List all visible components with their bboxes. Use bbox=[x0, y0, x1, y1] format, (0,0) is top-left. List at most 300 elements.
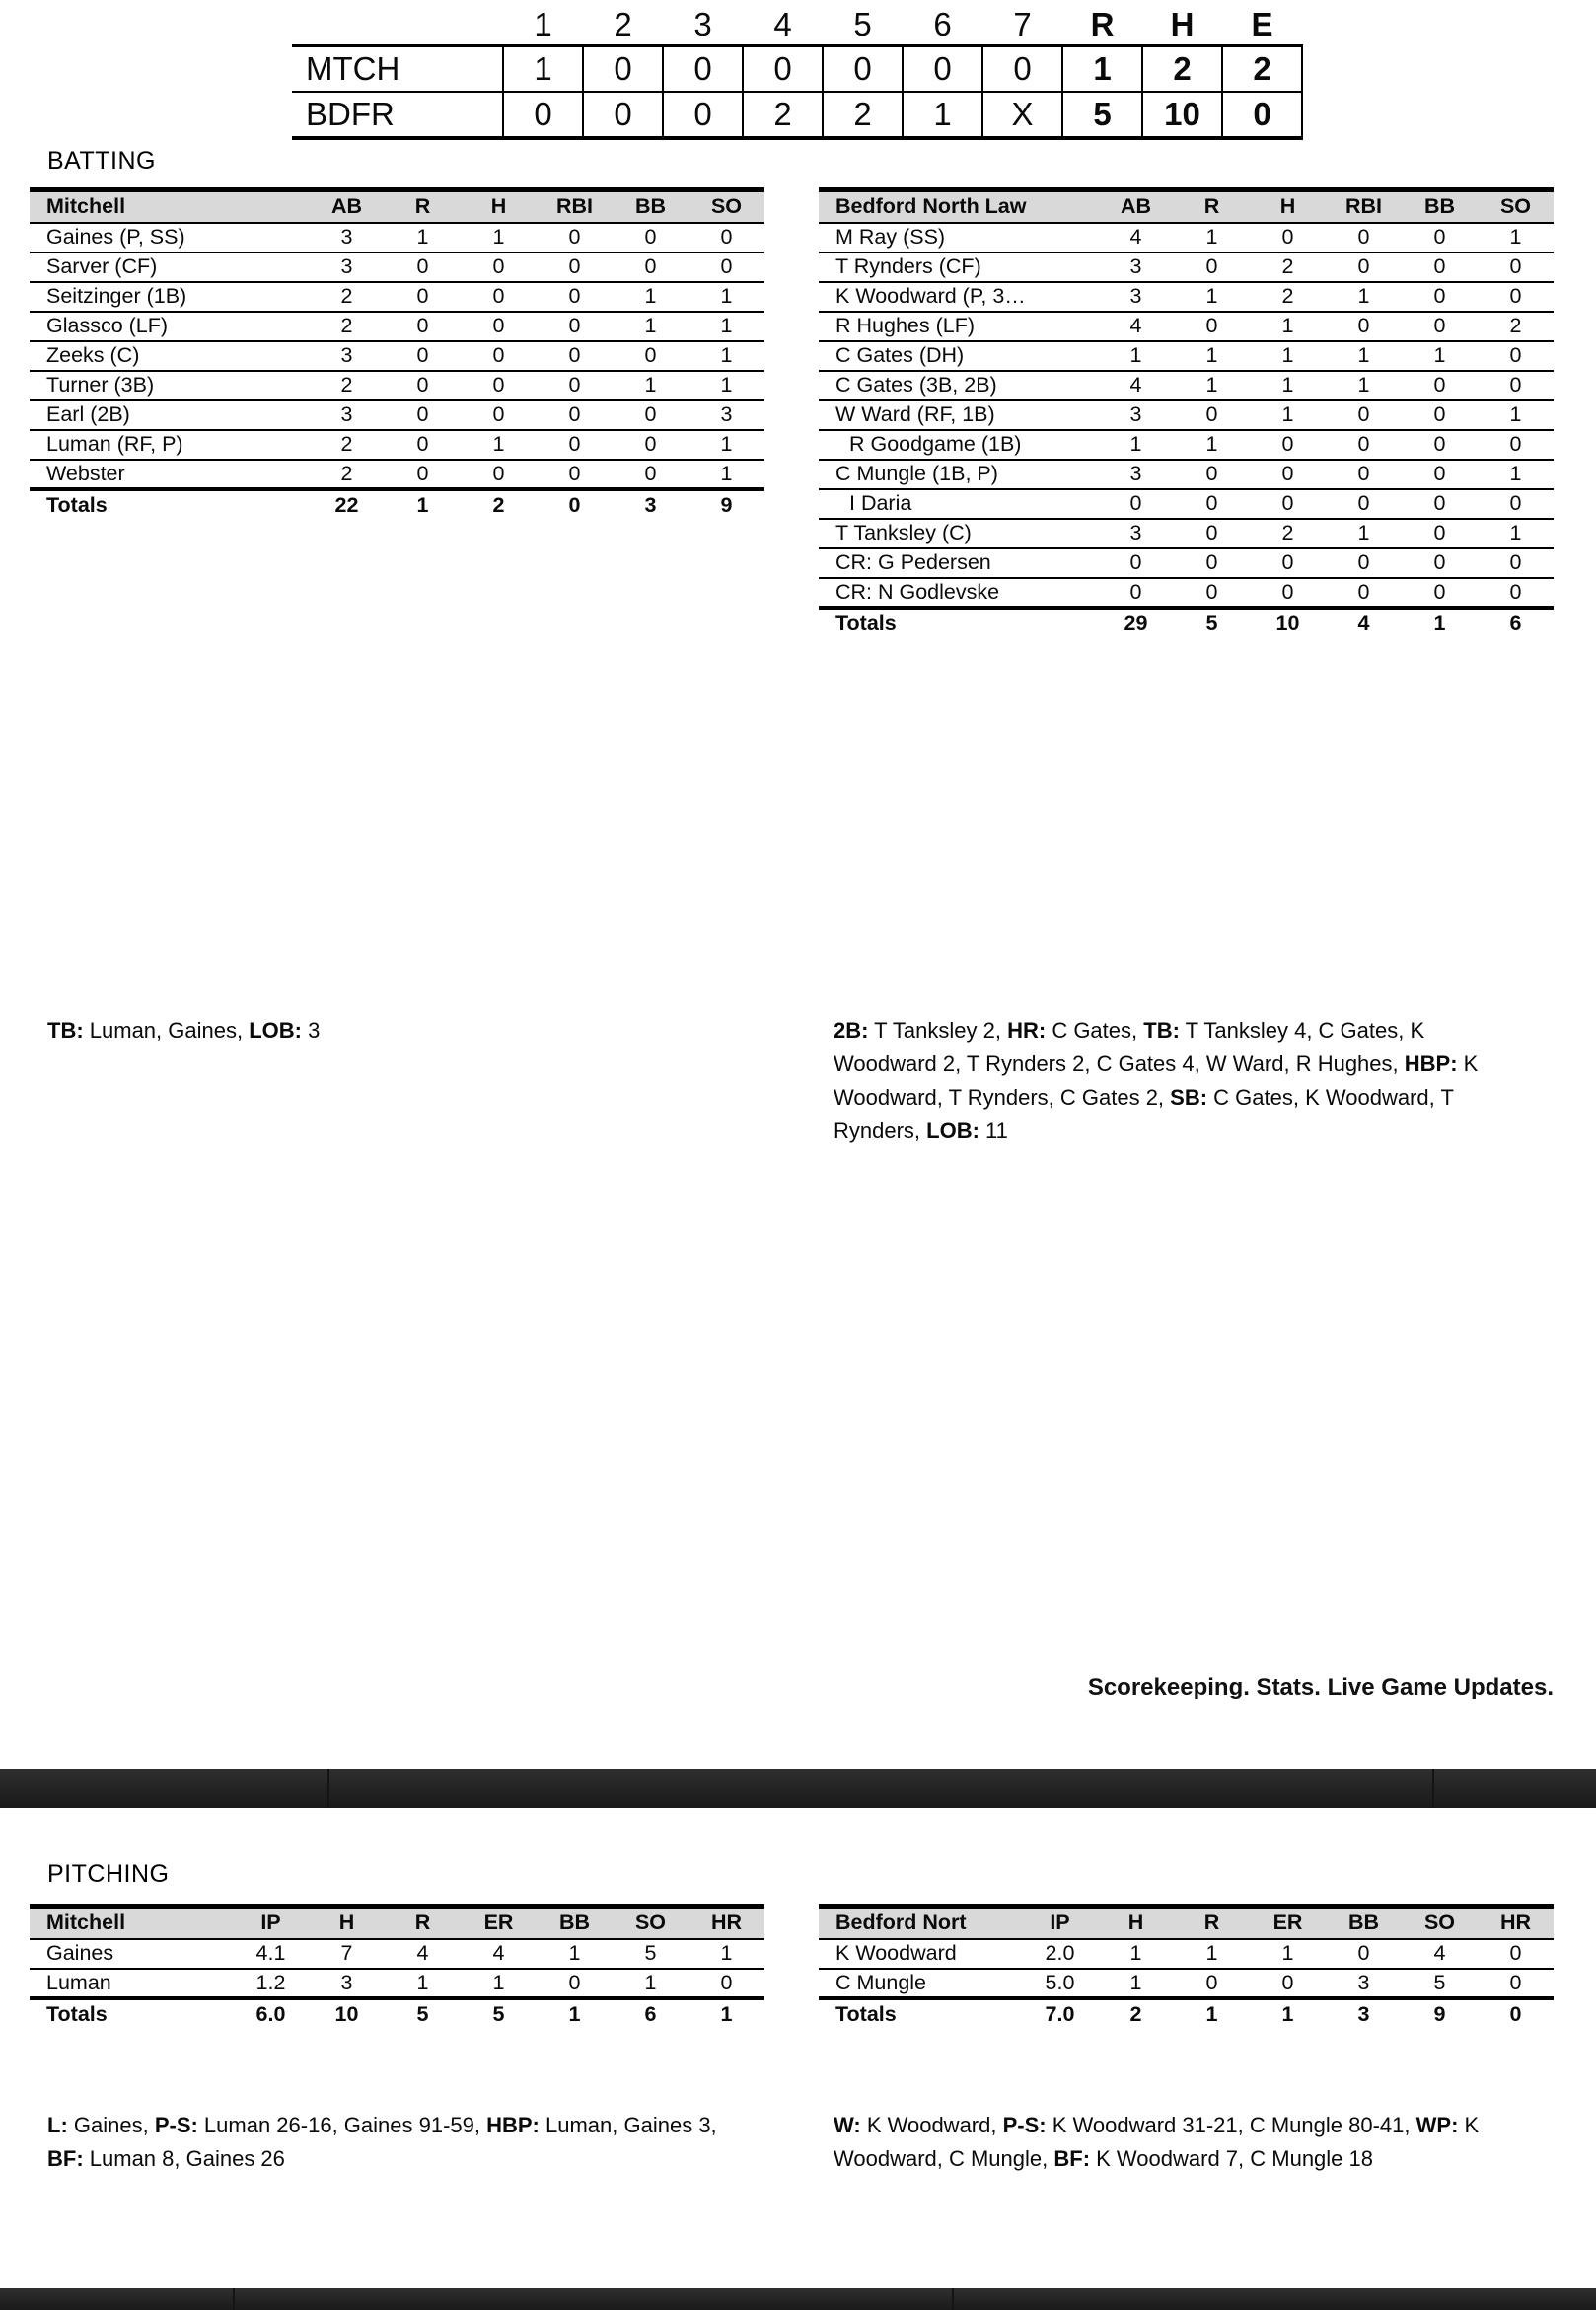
stat-value: 1 bbox=[1129, 343, 1142, 367]
totals-value: 1 bbox=[1433, 612, 1446, 635]
summary-stat-text: K Woodward, T Rynders, C Gates 2, bbox=[834, 1051, 1479, 1110]
stat-column-header: HR bbox=[1499, 1911, 1532, 1935]
summary-stat-label: HBP: bbox=[486, 2113, 540, 2137]
linescore-header-blank bbox=[292, 6, 503, 45]
stat-column-header: BB bbox=[1423, 194, 1456, 219]
totals-value: 2 bbox=[492, 493, 505, 517]
player-name: W Ward (RF, 1B) bbox=[835, 402, 995, 426]
stat-value: 0 bbox=[1509, 343, 1522, 367]
stat-value: 0 bbox=[1433, 254, 1446, 278]
stat-value: 0 bbox=[1357, 314, 1370, 337]
stat-value: 3 bbox=[1129, 284, 1142, 308]
stat-value: 0 bbox=[720, 254, 733, 278]
stat-column-header: BB bbox=[558, 1911, 591, 1935]
stat-column-header: H bbox=[1127, 1911, 1144, 1935]
inning-score: 0 bbox=[903, 45, 982, 92]
totals-value: 10 bbox=[334, 2002, 359, 2026]
stat-value: 4 bbox=[1129, 225, 1142, 249]
summary-stat-label: BF: bbox=[47, 2146, 84, 2171]
summary-stat-text: T Tanksley 2, bbox=[868, 1018, 1008, 1043]
inning-score: X bbox=[982, 92, 1062, 138]
stat-header-row bbox=[30, 1907, 764, 1939]
stat-value: 0 bbox=[416, 284, 429, 308]
player-row bbox=[819, 548, 1554, 578]
pitching-table-mitchell bbox=[30, 1904, 764, 2030]
stat-value: 7 bbox=[340, 1941, 353, 1965]
stat-header-row bbox=[30, 190, 764, 223]
stat-value: 0 bbox=[1205, 521, 1218, 544]
player-row bbox=[30, 223, 764, 253]
player-name: CR: G Pedersen bbox=[835, 550, 991, 574]
divider-band bbox=[0, 1769, 1596, 1808]
stat-value: 0 bbox=[1433, 373, 1446, 397]
stat-value: 5 bbox=[644, 1941, 657, 1965]
stat-value: 2 bbox=[1281, 521, 1294, 544]
stat-column-header: RBI bbox=[1344, 194, 1383, 219]
summary-stat-label: SB: bbox=[1170, 1085, 1208, 1110]
rhe-header: H bbox=[1170, 6, 1195, 43]
player-row bbox=[30, 253, 764, 282]
stat-value: 0 bbox=[492, 284, 505, 308]
stat-column-header: AB bbox=[330, 194, 363, 219]
player-name: I Daria bbox=[849, 491, 912, 515]
totals-value: 1 bbox=[416, 493, 429, 517]
stat-value: 0 bbox=[1509, 284, 1522, 308]
stat-value: 1 bbox=[1129, 1970, 1142, 1994]
player-row bbox=[30, 282, 764, 312]
totals-value: 6.0 bbox=[255, 2002, 286, 2026]
stat-value: 0 bbox=[568, 314, 581, 337]
totals-row bbox=[30, 489, 764, 521]
stat-value: 3 bbox=[1129, 521, 1142, 544]
stat-value: 0 bbox=[492, 343, 505, 367]
stat-value: 1 bbox=[720, 373, 733, 397]
stat-value: 1 bbox=[1509, 225, 1522, 249]
stat-value: 3 bbox=[720, 402, 733, 426]
totals-label: Totals bbox=[835, 2002, 897, 2026]
player-row bbox=[819, 371, 1554, 400]
stat-value: 0 bbox=[416, 373, 429, 397]
stat-value: 0 bbox=[1433, 579, 1446, 604]
player-row bbox=[30, 430, 764, 460]
stat-value: 1 bbox=[1357, 373, 1370, 397]
player-name: Gaines (P, SS) bbox=[46, 225, 185, 249]
stat-value: 1 bbox=[1281, 373, 1294, 397]
player-name: T Rynders (CF) bbox=[835, 254, 981, 278]
stat-value: 1 bbox=[720, 343, 733, 367]
totals-value: 0 bbox=[568, 493, 581, 517]
summary-stat-text: Luman 8, Gaines 26 bbox=[83, 2146, 285, 2171]
stat-value: 3 bbox=[340, 1970, 353, 1994]
totals-value: 2 bbox=[1129, 2002, 1142, 2026]
stat-value: 0 bbox=[1509, 1970, 1522, 1994]
stat-value: 1 bbox=[720, 284, 733, 308]
summary-stat-label: WP: bbox=[1415, 2113, 1459, 2137]
summary-stat-label: L: bbox=[47, 2113, 68, 2137]
summary-stat-text: Gaines, bbox=[67, 2113, 155, 2137]
linescore-team: BDFR bbox=[306, 96, 395, 132]
player-name: C Gates (3B, 2B) bbox=[835, 373, 997, 397]
stat-value: 0 bbox=[492, 402, 505, 426]
stat-value: 0 bbox=[1205, 462, 1218, 485]
totals-value: 4 bbox=[1357, 612, 1370, 635]
linescore-row bbox=[292, 45, 1302, 92]
totals-value: 1 bbox=[1281, 2002, 1294, 2026]
stat-column-header: R bbox=[1203, 194, 1220, 219]
stat-value: 1 bbox=[1205, 1941, 1218, 1965]
stat-value: 1 bbox=[1129, 432, 1142, 456]
team-name-header: Mitchell bbox=[46, 1911, 126, 1935]
summary-stat-text: C Gates, K Woodward, T Rynders, bbox=[834, 1085, 1454, 1143]
summary-stat-label: LOB: bbox=[926, 1119, 979, 1143]
stat-value: 0 bbox=[1433, 314, 1446, 337]
inning-score: 0 bbox=[982, 45, 1062, 92]
stat-value: 0 bbox=[644, 343, 657, 367]
stat-value: 0 bbox=[1357, 402, 1370, 426]
stat-column-header: BB bbox=[634, 194, 667, 219]
stat-value: 0 bbox=[644, 402, 657, 426]
stat-value: 1 bbox=[644, 373, 657, 397]
stat-value: 1 bbox=[1433, 343, 1446, 367]
stat-value: 0 bbox=[720, 1970, 733, 1994]
stat-column-header: IP bbox=[1050, 1911, 1070, 1935]
player-row bbox=[30, 1939, 764, 1969]
stat-value: 3 bbox=[1129, 462, 1142, 485]
player-name: C Mungle bbox=[835, 1970, 927, 1994]
inning-score: 2 bbox=[743, 92, 823, 138]
stat-column-header: SO bbox=[710, 194, 743, 219]
player-name: Sarver (CF) bbox=[46, 254, 158, 278]
inning-header: 6 bbox=[933, 6, 952, 43]
summary-stat-text: K Woodward, bbox=[860, 2113, 1003, 2137]
stat-value: 2 bbox=[1509, 314, 1522, 337]
pitching-table-bedford-wrap bbox=[819, 1904, 1554, 2030]
inning-header: 3 bbox=[693, 6, 712, 43]
stat-value: 0 bbox=[416, 343, 429, 367]
player-row bbox=[819, 430, 1554, 460]
player-row bbox=[819, 282, 1554, 312]
player-name: R Hughes (LF) bbox=[835, 314, 975, 337]
player-row bbox=[30, 460, 764, 489]
pitching-summary-bedford bbox=[834, 2109, 1524, 2176]
stat-value: 1 bbox=[1205, 343, 1218, 367]
stat-value: 0 bbox=[1205, 579, 1218, 604]
player-row bbox=[819, 312, 1554, 341]
stat-value: 0 bbox=[644, 254, 657, 278]
inning-score: 0 bbox=[663, 45, 743, 92]
stat-value: 4 bbox=[1129, 314, 1142, 337]
player-row bbox=[819, 519, 1554, 548]
batting-table-bedford-wrap bbox=[819, 187, 1554, 639]
player-name: Zeeks (C) bbox=[46, 343, 140, 367]
stat-value: 0 bbox=[1129, 491, 1142, 515]
totals-value: 5 bbox=[492, 2002, 505, 2026]
stat-value: 3 bbox=[340, 225, 353, 249]
stat-value: 2.0 bbox=[1045, 1941, 1075, 1965]
player-name: R Goodgame (1B) bbox=[849, 432, 1022, 456]
stat-value: 1 bbox=[416, 225, 429, 249]
player-row bbox=[819, 223, 1554, 253]
inning-score: 0 bbox=[503, 92, 583, 138]
band-seam bbox=[233, 2288, 235, 2310]
stat-value: 1 bbox=[720, 1941, 733, 1965]
stat-value: 1 bbox=[1509, 462, 1522, 485]
totals-value: 22 bbox=[334, 493, 359, 517]
stat-value: 0 bbox=[1357, 432, 1370, 456]
stat-value: 1 bbox=[720, 314, 733, 337]
stat-column-header: SO bbox=[634, 1911, 667, 1935]
player-name: M Ray (SS) bbox=[835, 225, 946, 249]
band-seam bbox=[327, 1769, 329, 1808]
summary-stat-text: Luman, Gaines 3, bbox=[539, 2113, 717, 2137]
player-name: Turner (3B) bbox=[46, 373, 155, 397]
player-row bbox=[819, 400, 1554, 430]
team-name-header: Bedford Nort bbox=[835, 1911, 967, 1935]
stat-value: 0 bbox=[644, 225, 657, 249]
stat-value: 0 bbox=[1433, 432, 1446, 456]
stat-value: 0 bbox=[416, 432, 429, 456]
summary-stat-text: Luman, Gaines, bbox=[83, 1018, 250, 1043]
stat-value: 4 bbox=[416, 1941, 429, 1965]
linescore-table bbox=[292, 6, 1303, 140]
pitching-table-bedford bbox=[819, 1904, 1554, 2030]
stat-header-row bbox=[819, 1907, 1554, 1939]
totals-value: 1 bbox=[1205, 2002, 1218, 2026]
stat-column-header: R bbox=[414, 194, 431, 219]
inning-score: 0 bbox=[663, 92, 743, 138]
stat-value: 1 bbox=[720, 432, 733, 456]
summary-stat-text: K Woodward, C Mungle, bbox=[834, 2113, 1480, 2171]
inning-score: 2 bbox=[823, 92, 903, 138]
team-name-header: Mitchell bbox=[46, 194, 126, 219]
stat-value: 0 bbox=[568, 432, 581, 456]
stat-column-header: SO bbox=[1423, 1911, 1456, 1935]
stat-column-header: R bbox=[1203, 1911, 1220, 1935]
stat-value: 0 bbox=[1357, 225, 1370, 249]
summary-stat-label: P-S: bbox=[1002, 2113, 1047, 2137]
inning-header: 7 bbox=[1013, 6, 1032, 43]
player-row bbox=[819, 341, 1554, 371]
totals-row bbox=[819, 608, 1554, 639]
stat-value: 0 bbox=[492, 461, 505, 485]
stat-column-header: AB bbox=[1120, 194, 1152, 219]
stat-value: 0 bbox=[1509, 373, 1522, 397]
team-name-header: Bedford North Law bbox=[835, 194, 1027, 219]
stat-value: 3 bbox=[340, 343, 353, 367]
totals-value: 1 bbox=[568, 2002, 581, 2026]
batting-table-bedford bbox=[819, 187, 1554, 639]
stat-value: 1 bbox=[568, 1941, 581, 1965]
stat-value: 1 bbox=[1205, 284, 1218, 308]
stat-value: 5 bbox=[1433, 1970, 1446, 1994]
band-seam bbox=[1432, 1769, 1434, 1808]
totals-value: 9 bbox=[720, 493, 733, 517]
player-row bbox=[819, 1969, 1554, 1998]
stat-column-header: H bbox=[1279, 194, 1296, 219]
player-name: Seitzinger (1B) bbox=[46, 284, 187, 308]
stat-value: 0 bbox=[1205, 1970, 1218, 1994]
stat-value: 0 bbox=[568, 461, 581, 485]
stat-value: 0 bbox=[1433, 521, 1446, 544]
stat-value: 0 bbox=[492, 314, 505, 337]
totals-label: Totals bbox=[46, 493, 108, 517]
stat-value: 0 bbox=[1281, 462, 1294, 485]
stat-value: 0 bbox=[568, 1970, 581, 1994]
stat-value: 3 bbox=[340, 402, 353, 426]
stat-value: 0 bbox=[1281, 579, 1294, 604]
summary-stat-text: Luman 26-16, Gaines 91-59, bbox=[197, 2113, 487, 2137]
batting-summary-mitchell bbox=[47, 1014, 738, 1047]
summary-stat-label: TB: bbox=[47, 1018, 84, 1043]
stat-value: 0 bbox=[1357, 254, 1370, 278]
summary-stat-text: 3 bbox=[301, 1018, 321, 1043]
pitching-summary-mitchell bbox=[47, 2109, 738, 2176]
stat-value: 4 bbox=[1433, 1941, 1446, 1965]
totals-value: 29 bbox=[1124, 612, 1148, 635]
stat-value: 0 bbox=[416, 461, 429, 485]
stat-value: 3 bbox=[1129, 402, 1142, 426]
stat-value: 0 bbox=[1281, 550, 1294, 574]
rhe-score: 1 bbox=[1062, 45, 1142, 92]
stat-value: 1 bbox=[492, 432, 505, 456]
stat-column-header: H bbox=[490, 194, 507, 219]
stat-value: 0 bbox=[568, 373, 581, 397]
stat-value: 0 bbox=[1509, 491, 1522, 515]
totals-value: 7.0 bbox=[1045, 2002, 1075, 2026]
stat-value: 0 bbox=[1357, 1941, 1370, 1965]
totals-value: 9 bbox=[1433, 2002, 1446, 2026]
stat-value: 1 bbox=[1357, 343, 1370, 367]
stat-column-header: ER bbox=[1272, 1911, 1303, 1935]
summary-stat-text: T Tanksley 4, C Gates, K Woodward 2, T Rynders 2, C Gates 4, W Ward, R Hughes, bbox=[834, 1018, 1425, 1076]
inning-score: 0 bbox=[583, 92, 663, 138]
stat-value: 0 bbox=[1433, 550, 1446, 574]
linescore-body bbox=[292, 45, 1302, 138]
stat-value: 0 bbox=[1509, 254, 1522, 278]
rhe-score: 2 bbox=[1222, 45, 1302, 92]
stat-value: 0 bbox=[568, 402, 581, 426]
stat-value: 1 bbox=[1281, 343, 1294, 367]
tagline: Scorekeeping. Stats. Live Game Updates. bbox=[1087, 1674, 1554, 1700]
stat-value: 1 bbox=[1129, 1941, 1142, 1965]
player-row bbox=[30, 400, 764, 430]
stat-value: 0 bbox=[1509, 579, 1522, 604]
inning-score: 0 bbox=[823, 45, 903, 92]
stat-value: 0 bbox=[1357, 462, 1370, 485]
totals-value: 1 bbox=[720, 2002, 733, 2026]
totals-value: 3 bbox=[1357, 2002, 1370, 2026]
stat-value: 0 bbox=[416, 402, 429, 426]
rhe-score: 2 bbox=[1142, 45, 1222, 92]
stat-value: 0 bbox=[1205, 491, 1218, 515]
stat-value: 1 bbox=[1205, 373, 1218, 397]
stat-value: 0 bbox=[1433, 225, 1446, 249]
stat-value: 0 bbox=[1509, 550, 1522, 574]
inning-header: 1 bbox=[534, 6, 552, 43]
player-row bbox=[819, 253, 1554, 282]
stat-value: 2 bbox=[1281, 284, 1294, 308]
stat-column-header: H bbox=[338, 1911, 355, 1935]
stat-value: 1 bbox=[1205, 432, 1218, 456]
summary-stat-text: 11 bbox=[979, 1119, 1008, 1143]
totals-value: 6 bbox=[1509, 612, 1522, 635]
stat-value: 1 bbox=[1281, 402, 1294, 426]
band-seam bbox=[952, 2288, 954, 2310]
stat-value: 0 bbox=[1509, 1941, 1522, 1965]
stat-value: 0 bbox=[492, 254, 505, 278]
player-row bbox=[819, 460, 1554, 489]
player-row bbox=[30, 341, 764, 371]
player-name: Luman bbox=[46, 1970, 111, 1994]
stat-value: 0 bbox=[644, 461, 657, 485]
summary-stat-label: P-S: bbox=[154, 2113, 198, 2137]
stat-value: 0 bbox=[492, 373, 505, 397]
summary-stat-label: HR: bbox=[1007, 1018, 1047, 1043]
bottom-band bbox=[0, 2288, 1596, 2310]
stat-value: 2 bbox=[340, 461, 353, 485]
stat-column-header: HR bbox=[710, 1911, 743, 1935]
stat-value: 0 bbox=[644, 432, 657, 456]
stat-column-header: SO bbox=[1499, 194, 1532, 219]
stat-value: 0 bbox=[568, 254, 581, 278]
totals-row bbox=[30, 1998, 764, 2030]
stat-value: 0 bbox=[1433, 402, 1446, 426]
linescore-header bbox=[292, 6, 1302, 45]
player-name: Webster bbox=[46, 461, 125, 485]
pitching-section-label: PITCHING bbox=[47, 1860, 170, 1888]
stat-value: 4 bbox=[492, 1941, 505, 1965]
stat-value: 0 bbox=[568, 225, 581, 249]
stat-value: 0 bbox=[1433, 491, 1446, 515]
stat-value: 1 bbox=[1281, 314, 1294, 337]
player-name: Gaines bbox=[46, 1941, 114, 1965]
stat-column-header: R bbox=[414, 1911, 431, 1935]
totals-value: 5 bbox=[1205, 612, 1218, 635]
stat-value: 1 bbox=[1281, 1941, 1294, 1965]
stat-value: 1 bbox=[1205, 225, 1218, 249]
totals-value: 5 bbox=[416, 2002, 429, 2026]
player-name: K Woodward (P, 3… bbox=[835, 284, 1026, 308]
stat-value: 1 bbox=[1357, 284, 1370, 308]
player-row bbox=[30, 312, 764, 341]
stat-value: 1 bbox=[720, 461, 733, 485]
stat-value: 3 bbox=[1357, 1970, 1370, 1994]
stat-value: 1 bbox=[492, 1970, 505, 1994]
stat-column-header: ER bbox=[483, 1911, 514, 1935]
inning-score: 0 bbox=[583, 45, 663, 92]
stat-value: 0 bbox=[1281, 491, 1294, 515]
inning-header: 2 bbox=[614, 6, 632, 43]
stat-value: 1 bbox=[1509, 521, 1522, 544]
player-name: K Woodward bbox=[835, 1941, 957, 1965]
stat-value: 1 bbox=[644, 284, 657, 308]
totals-label: Totals bbox=[835, 612, 897, 635]
rhe-score: 5 bbox=[1062, 92, 1142, 138]
player-row bbox=[819, 578, 1554, 608]
stat-value: 1 bbox=[492, 225, 505, 249]
stat-column-header: IP bbox=[260, 1911, 281, 1935]
totals-value: 3 bbox=[644, 493, 657, 517]
stat-value: 0 bbox=[1433, 462, 1446, 485]
inning-score: 0 bbox=[743, 45, 823, 92]
stat-value: 5.0 bbox=[1045, 1970, 1075, 1994]
stat-value: 0 bbox=[1509, 432, 1522, 456]
totals-label: Totals bbox=[46, 2002, 108, 2026]
player-row bbox=[30, 1969, 764, 1998]
stat-value: 1 bbox=[644, 1970, 657, 1994]
linescore-row bbox=[292, 92, 1302, 138]
summary-stat-text: K Woodward 7, C Mungle 18 bbox=[1090, 2146, 1373, 2171]
